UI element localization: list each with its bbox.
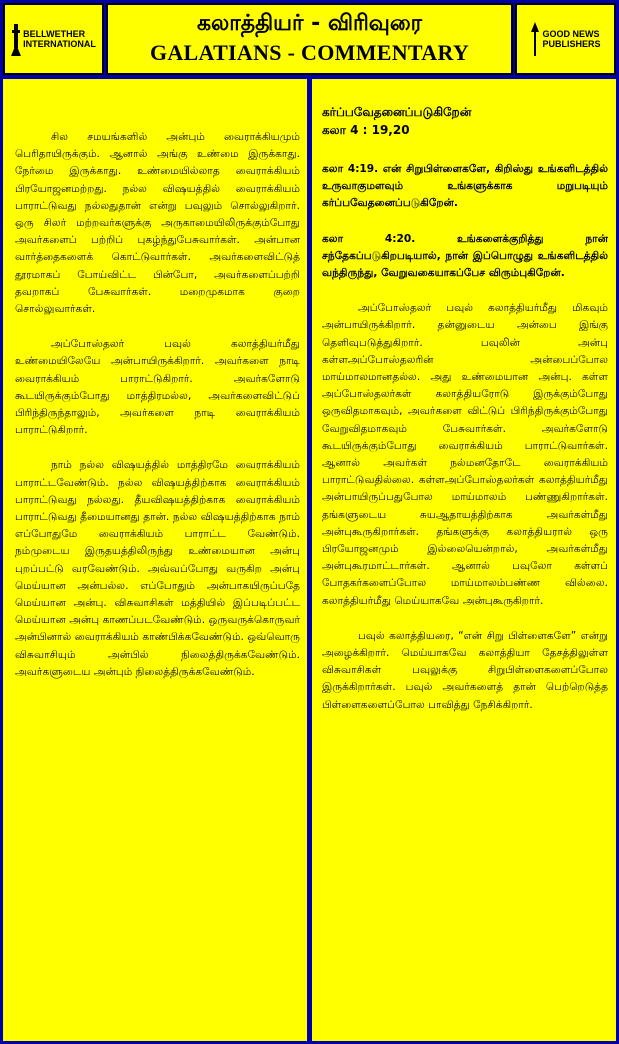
section-heading-title: கர்ப்பவேதனைப்படுகிறேன் xyxy=(322,105,472,119)
right-column xyxy=(312,79,616,1041)
good-news-logo-icon xyxy=(530,22,540,56)
bellwether-logo-icon xyxy=(11,22,21,56)
title-block xyxy=(106,3,513,75)
right-paragraph-2: பவுல் கலாத்தியரை, “என் சிறு பிள்ளைகளே” என்று அழைக்கிறார். மெய்யாகவே கலாத்தியா தேசத்திலுள்ள விசுவாசிகள் பவுலுக்கு சிறுபிள்ளைகளைப்போல இருக்கிறார்கள். பவுல் அவர்களைத் தான் பெற்றெடுத்த பிள்ளைகளைப்போல பாவித்து நேசிக்கிறார். xyxy=(322,629,608,711)
section-heading xyxy=(322,103,608,139)
section-heading-reference: கலா 4 : 19,20 xyxy=(322,123,410,137)
left-paragraph-3: நாம் நல்ல விஷயத்தில் மாத்திரமே வைராக்கியம் பாராட்டவேண்டும். நல்ல விஷயத்திற்காக வைராக்கியம் பாராட்டுவது நல்லது. தீயவிஷயத்திற்காக வைராக்கியம் பாராட்டுவது தீமையானது தான். நல்ல விஷயத்திற்காக நாம் எப்போதுமே வைராக்கியம் பாராட்ட வேண்டும். நம்முடைய இருதயத்திலிருந்து உண்மையான அன்பு புறப்பட்டு வரவேண்டும். அவ்வப்போது வருகிற அன்பு மெய்யான அன்பல்ல. எப்போதும் அன்பாகயிருப்பதே மெய்யான அன்பு. விசுவாசிகள் மத்தியில் இப்படிப்பட்ட மெய்யான அன்பு காணப்படவேண்டும். ஒருவருக்கொருவர் அன்பினால் வைராக்கியம் காண்பிக்கவேண்டும். ஒவ்வொரு விசுவாசியும் அன்பில் நிலைத்திருக்கவேண்டும். அவர்களுடைய அன்பும் நிலைத்திருக்கவேண்டும். xyxy=(15,459,300,678)
right-logo xyxy=(515,3,616,75)
right-paragraph-1: அப்போஸ்தலர் பவுல் கலாத்தியர்மீது மிகவும் அன்பாயிருக்கிறார். தன்னுடைய அன்பை இங்கு தெளிவுபடுத்துகிறார். பவுலின் அன்பு கள்ளஅப்போஸ்தலரின் அன்பைப்போல மாய்மாலமானதல்ல. அது உண்மையான அன்பு. கள்ள அப்போஸ்தலர்கள் கலாத்தியரோடு இருக்கும்போது ஒருவிதமாகவும், அவர்களை விட்டுப் பிரிந்திருக்கும்போது வேறுவிதமாகவும் பேசுவார்கள். அவர்களோடு கூடயிருக்கும்போது வைராக்கியம் பாராட்டுவார்கள். ஆனால் அவர்கள் நல்மனதோடே வைராக்கியம் பாராட்டுவதில்லை. கள்ளஅப்போஸ்தலர்கள் கலாத்தியர்மீது அன்பாயிருப்பதுபோல மாய்மாலம் பண்ணுகிறார்கள். தங்களுடைய சுயஆதாயத்திற்காக அவர்கள்மீது அன்புகூருகிறார்கள். தங்களுக்கு கலாத்தியரால் ஒரு பிரயோஜனமும் இல்லையென்றால், அவர்கள்மீது அன்புகூரமாட்டார்கள். ஆனால் பவுலோ கள்ளப் போதகர்களைப்போல மாய்மாலம்பண்ண வில்லை. கலாத்தியர்மீது மெய்யாகவே அன்புகூருகிறார். xyxy=(322,302,608,607)
left-column xyxy=(3,79,307,1041)
left-paragraph-2: அப்போஸ்தலர் பவுல் கலாத்தியர்மீது உண்மையிலேயே அன்பாயிருக்கிறார். அவர்களை நாடி வைராக்கியம் பாராட்டுகிறார். அவர்களோடு கூடயிருக்கும்போது மாத்திரமல்ல, அவர்களைவிட்டுப் பிரிந்திருந்தாலும், அவர்களை நாடி வைராக்கியம் பாராட்டுகிறார். xyxy=(15,338,300,437)
title-tamil: கலாத்தியர் - விரிவுரை xyxy=(196,11,423,36)
left-logo-text: BELLWETHER INTERNATIONAL xyxy=(23,29,96,49)
verse-4-19: கலா 4:19. என் சிறுபிள்ளைகளே, கிறிஸ்து உங்களிடத்தில் உருவாகுமளவும் உங்களுக்காக மறுபடியும் கர்ப்பவேதனைப்படுகிறேன். xyxy=(322,163,608,210)
title-english: GALATIANS - COMMENTARY xyxy=(149,40,470,65)
left-paragraph-1: சில சமயங்களில் அன்பும் வைராக்கியமும் பெரிதாயிருக்கும். ஆனால் அங்கு உண்மை இருக்காது. நேர்மை இருக்காது. உண்மையில்லாத வைராக்கியம் பிரயோஜனமற்றது. நல்ல விஷயத்தில் வைராக்கியம் பாராட்டுவது நல்லதுதான் என்று பவுலும் சொல்லுகிறார். ஒரு சிலர் மற்றவர்களுக்கு அருகாமையிலிருக்கும்போது அவர்களைப் பற்றிப் புகழ்ந்துபேசுவார்கள். அன்பான வார்த்தைகளைக் கொட்டுவார்கள். அவர்களைவிட்டுத் தூரமாகப் போய்விட்ட பின்போ, அவர்களைப்பற்றி தவறாகப் பேசுவார்கள். மறைமுகமாக குறை சொல்லுவார்கள். xyxy=(15,131,300,316)
verse-4-20: கலா 4:20. உங்களைக்குறித்து நான் சந்தேகப்படுகிறபடியால், நான் இப்பொழுது உங்களிடத்தில் வந்திருந்து, வேறுவகையாகப்பேச விரும்புகிறேன். xyxy=(322,232,608,280)
left-logo xyxy=(3,3,104,75)
right-logo-text: GOOD NEWS PUBLISHERS xyxy=(542,29,601,49)
